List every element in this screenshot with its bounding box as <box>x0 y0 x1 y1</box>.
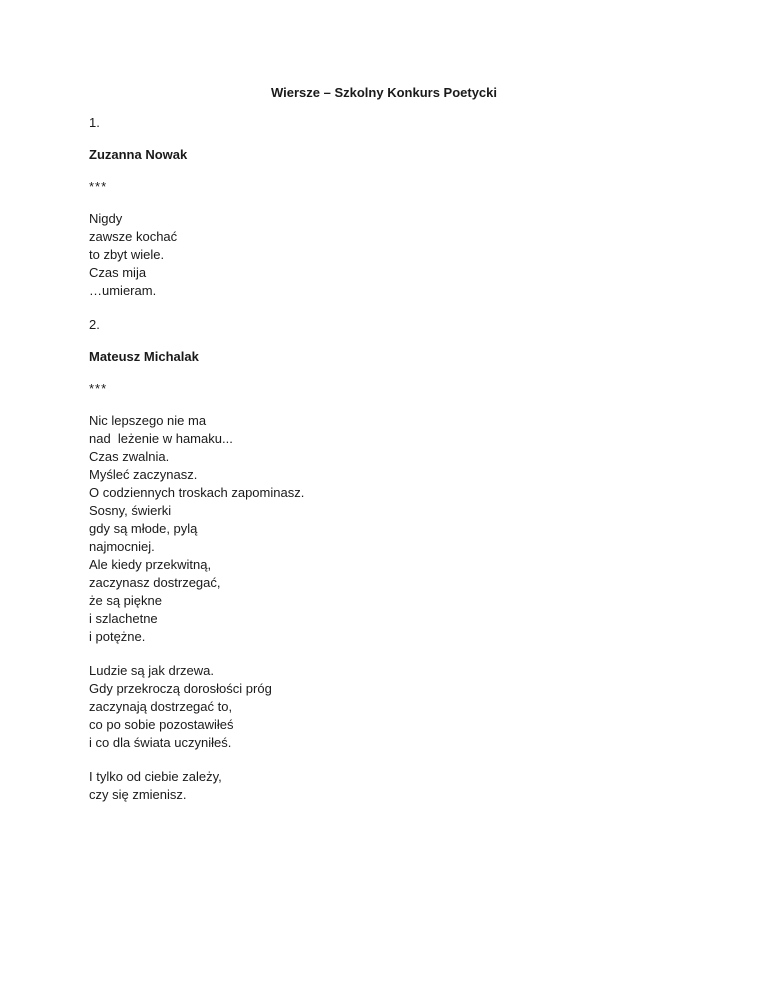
poem-line: nad leżenie w hamaku... <box>89 431 233 446</box>
document-content <box>89 114 689 820</box>
poem-line: zaczynają dostrzegać to, <box>89 699 233 714</box>
entry-number: 2. <box>89 317 100 332</box>
poem-line: i potężne. <box>89 629 146 644</box>
poem-entry <box>89 114 689 300</box>
poem-line: czy się zmienisz. <box>89 787 187 802</box>
poem-entry <box>89 316 689 804</box>
poem-line: co po sobie pozostawiłeś <box>89 717 234 732</box>
poem-line: I tylko od ciebie zależy, <box>89 769 222 784</box>
poem-line: to zbyt wiele. <box>89 247 165 262</box>
poem-line: Czas zwalnia. <box>89 449 170 464</box>
entry-number: 1. <box>89 115 100 130</box>
document-title: Wiersze – Szkolny Konkurs Poetycki <box>270 85 498 100</box>
poem-line: Nic lepszego nie ma <box>89 413 207 428</box>
poem-stanza <box>89 662 689 752</box>
poem-line: Gdy przekroczą dorosłości próg <box>89 681 272 696</box>
poem-line: Ale kiedy przekwitną, <box>89 557 212 572</box>
poem-line: i co dla świata uczyniłeś. <box>89 735 232 750</box>
poem-line: najmocniej. <box>89 539 155 554</box>
poem-line: Sosny, świerki <box>89 503 172 518</box>
poem-stanza <box>89 210 689 300</box>
poem-line: że są piękne <box>89 593 162 608</box>
poem-line: O codziennych troskach zapominasz. <box>89 485 305 500</box>
poem-line: Myśleć zaczynasz. <box>89 467 198 482</box>
poem-line: gdy są młode, pylą <box>89 521 198 536</box>
entry-author: Mateusz Michalak <box>89 349 199 364</box>
poem-stanza <box>89 412 689 646</box>
poem-line: i szlachetne <box>89 611 158 626</box>
poem-line: …umieram. <box>89 283 157 298</box>
poem-heading: *** <box>89 179 108 194</box>
poem-heading: *** <box>89 381 108 396</box>
entry-author: Zuzanna Nowak <box>89 147 188 162</box>
poem-line: Czas mija <box>89 265 147 280</box>
poem-stanza <box>89 768 689 804</box>
poem-line: zaczynasz dostrzegać, <box>89 575 221 590</box>
poem-line: zawsze kochać <box>89 229 178 244</box>
poem-line: Ludzie są jak drzewa. <box>89 663 215 678</box>
poem-line: Nigdy <box>89 211 123 226</box>
